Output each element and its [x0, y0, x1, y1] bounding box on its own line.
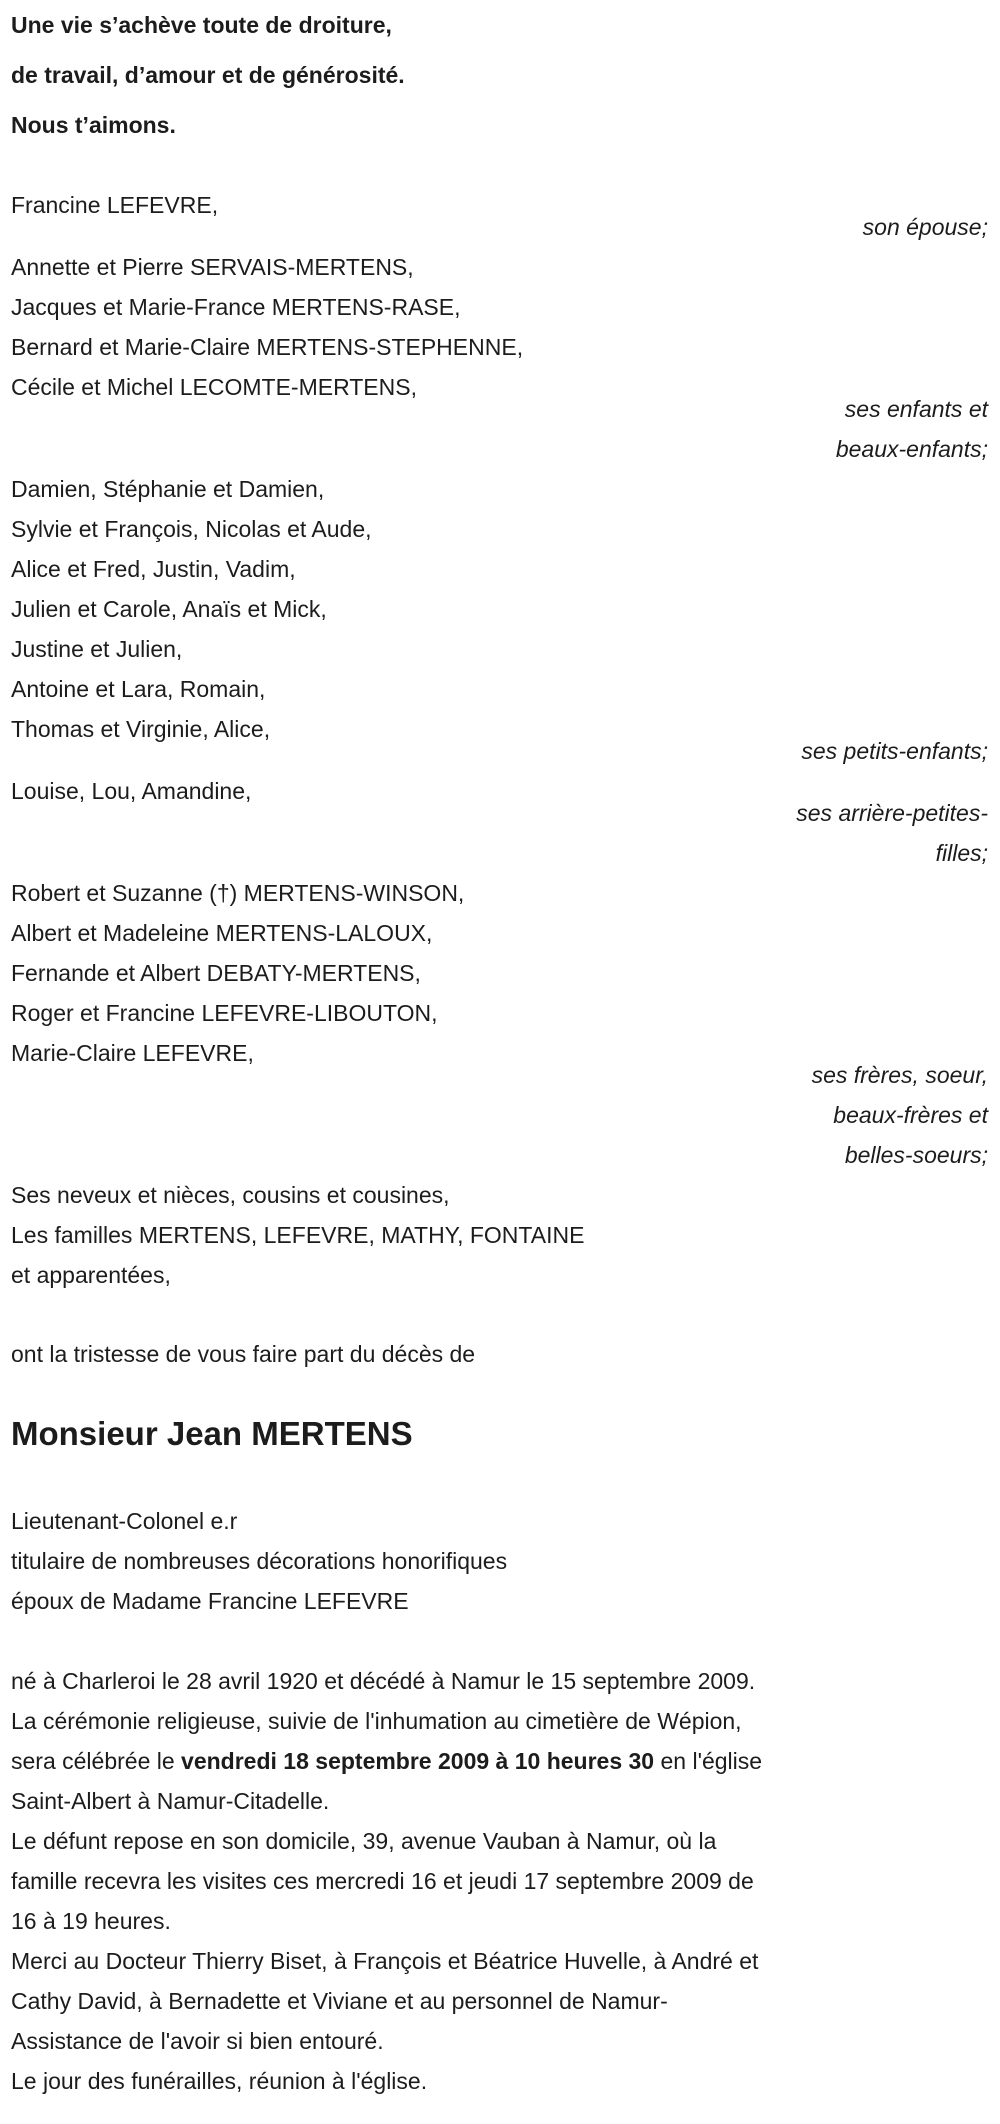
- family-name: Antoine et Lara, Romain,: [11, 676, 266, 702]
- details-line: né à Charleroi le 28 avril 1920 et décédé à Namur le 15 septembre 2009.: [11, 1668, 756, 1694]
- extended-family: [11, 1175, 988, 1295]
- family-name: Cécile et Michel LECOMTE-MERTENS,: [11, 374, 417, 400]
- details-line: [11, 1741, 988, 1781]
- relation-line: filles;: [935, 840, 988, 866]
- deceased-titles: [11, 1501, 988, 1621]
- group-children: [11, 247, 988, 469]
- extended-family-line: et apparentées,: [11, 1262, 171, 1288]
- family-name: Jacques et Marie-France MERTENS-RASE,: [11, 294, 461, 320]
- details-line: La cérémonie religieuse, suivie de l'inhumation au cimetière de Wépion,: [11, 1708, 742, 1734]
- details-text: sera célébrée le: [11, 1748, 182, 1774]
- family-name: Alice et Fred, Justin, Vadim,: [11, 556, 296, 582]
- relation-label: [11, 1055, 988, 1175]
- group-spouse: [11, 185, 988, 247]
- details-line: 16 à 19 heures.: [11, 1908, 171, 1934]
- ceremony-datetime: vendredi 18 septembre 2009 à 10 heures 30: [181, 1748, 655, 1774]
- details-line: Le jour des funérailles, réunion à l'église.: [11, 2068, 428, 2094]
- relation-line: son épouse;: [862, 214, 988, 240]
- family-name: Albert et Madeleine MERTENS-LALOUX,: [11, 920, 433, 946]
- extended-family-line: Ses neveux et nièces, cousins et cousines,: [11, 1182, 450, 1208]
- funeral-details: [11, 1661, 988, 2101]
- family-name: Julien et Carole, Anaïs et Mick,: [11, 596, 327, 622]
- family-name: Robert et Suzanne (†) MERTENS-WINSON,: [11, 880, 465, 906]
- details-line: Assistance de l'avoir si bien entouré.: [11, 2028, 384, 2054]
- family-name: Bernard et Marie-Claire MERTENS-STEPHENNE,: [11, 334, 524, 360]
- details-line: Le défunt repose en son domicile, 39, avenue Vauban à Namur, où la: [11, 1828, 717, 1854]
- details-line: Saint-Albert à Namur-Citadelle.: [11, 1788, 330, 1814]
- family-name: Fernande et Albert DEBATY-MERTENS,: [11, 960, 421, 986]
- relation-line: ses enfants et: [844, 396, 988, 422]
- details-line: famille recevra les visites ces mercredi 16 et jeudi 17 septembre 2009 de: [11, 1868, 754, 1894]
- family-name: Annette et Pierre SERVAIS-MERTENS,: [11, 254, 414, 280]
- intro-line: de travail, d’amour et de générosité.: [11, 62, 405, 88]
- family-name: Francine LEFEVRE,: [11, 192, 219, 218]
- group-grandchildren: [11, 469, 988, 771]
- family-name: Thomas et Virginie, Alice,: [11, 716, 271, 742]
- relation-line: belles-soeurs;: [844, 1142, 988, 1168]
- group-great-grandchildren: [11, 771, 988, 873]
- details-text: en l'église: [654, 1748, 763, 1774]
- group-siblings: [11, 873, 988, 1175]
- extended-family-line: Les familles MERTENS, LEFEVRE, MATHY, FONTAINE: [11, 1222, 585, 1248]
- family-name: Roger et Francine LEFEVRE-LIBOUTON,: [11, 1000, 438, 1026]
- title-line: Lieutenant-Colonel e.r: [11, 1508, 238, 1534]
- family-name: Louise, Lou, Amandine,: [11, 778, 252, 804]
- relation-line: ses arrière-petites-: [796, 800, 988, 826]
- family-name: Marie-Claire LEFEVRE,: [11, 1040, 254, 1066]
- family-name: Sylvie et François, Nicolas et Aude,: [11, 516, 372, 542]
- intro-line: Une vie s’achève toute de droiture,: [11, 12, 392, 38]
- deceased-name: Monsieur Jean MERTENS: [11, 1415, 413, 1452]
- relation-line: beaux-enfants;: [835, 436, 988, 462]
- details-line: Cathy David, à Bernadette et Viviane et au personnel de Namur-: [11, 1988, 668, 2014]
- relation-line: ses petits-enfants;: [801, 738, 988, 764]
- relation-line: beaux-frères et: [833, 1102, 988, 1128]
- title-line: époux de Madame Francine LEFEVRE: [11, 1588, 409, 1614]
- details-line: Merci au Docteur Thierry Biset, à François et Béatrice Huvelle, à André et: [11, 1948, 759, 1974]
- intro-verse: [11, 0, 988, 150]
- family-name: Justine et Julien,: [11, 636, 183, 662]
- intro-line: Nous t’aimons.: [11, 112, 176, 138]
- announcement-text: ont la tristesse de vous faire part du décès de: [11, 1341, 476, 1367]
- title-line: titulaire de nombreuses décorations honorifiques: [11, 1548, 508, 1574]
- relation-line: ses frères, soeur,: [811, 1062, 988, 1088]
- family-name: Damien, Stéphanie et Damien,: [11, 476, 325, 502]
